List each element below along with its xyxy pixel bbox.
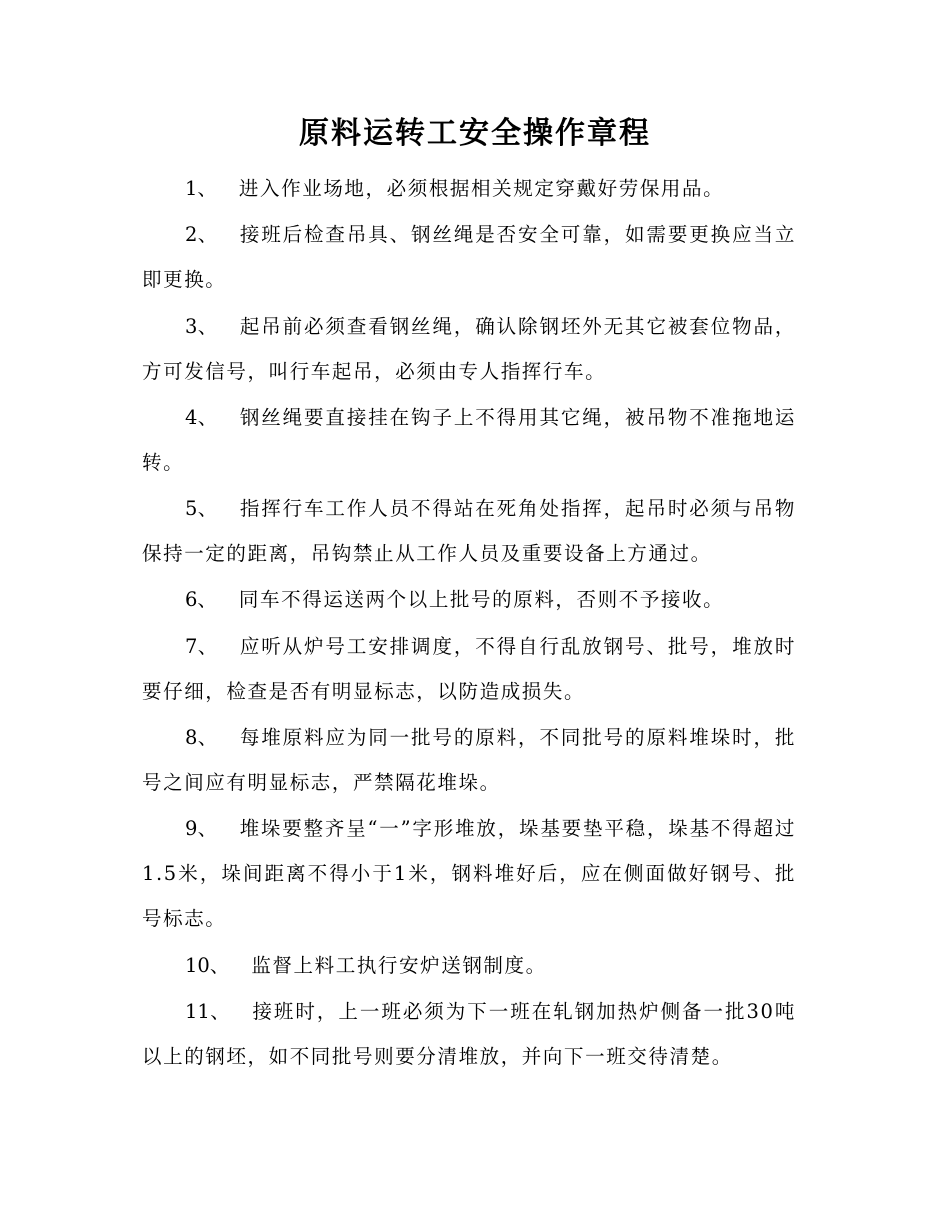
item-text: 每堆原料应为同一批号的原料，不同批号的原料堆垛时，批号之间应有明显标志，严禁隔花堆垛。 [142,726,796,795]
list-item [142,304,796,394]
list-item [142,577,796,622]
list-item [142,212,796,302]
list-item [142,166,796,211]
item-text: 接班时，上一班必须为下一班在轧钢加热炉侧备一批30吨以上的钢坯，如不同批号则要分清堆放，并向下一班交待清楚。 [142,999,796,1068]
item-number: 5、 [185,497,218,521]
item-text: 堆垛要整齐呈“一”字形堆放，垛基要垫平稳，垛基不得超过1.5米，垛间距离不得小于1米，钢料堆好后，应在侧面做好钢号、批号标志。 [142,817,796,931]
item-text: 起吊前必须查看钢丝绳，确认除钢坯外无其它被套位物品，方可发信号，叫行车起吊，必须由专人指挥行车。 [142,314,796,383]
list-item [142,395,796,485]
page-title: 原料运转工安全操作章程 [299,116,651,151]
list-item [142,806,796,941]
item-number: 2、 [185,223,218,247]
item-text: 同车不得运送两个以上批号的原料，否则不予接收。 [238,588,725,612]
item-text: 监督上料工执行安炉送钢制度。 [251,953,547,977]
item-number: 4、 [185,405,218,429]
list-item [142,624,796,714]
item-number: 8、 [185,726,218,750]
list-item [142,989,796,1079]
item-number: 11、 [185,999,231,1023]
item-number: 9、 [185,817,218,841]
item-text: 接班后检查吊具、钢丝绳是否安全可靠，如需要更换应当立即更换。 [142,223,796,292]
item-number: 7、 [185,634,218,658]
list-item [142,715,796,805]
list-item [142,486,796,576]
item-number: 10、 [185,953,230,977]
item-number: 3、 [185,314,218,338]
item-text: 应听从炉号工安排调度，不得自行乱放钢号、批号，堆放时要仔细，检查是否有明显标志，以防造成损失。 [142,634,796,703]
document-body [142,166,796,1080]
item-text: 钢丝绳要直接挂在钩子上不得用其它绳，被吊物不准拖地运转。 [142,405,796,474]
item-text: 进入作业场地，必须根据相关规定穿戴好劳保用品。 [238,177,725,200]
item-text: 指挥行车工作人员不得站在死角处指挥，起吊时必须与吊物保持一定的距离，吊钩禁止从工作人员及重要设备上方通过。 [142,497,796,566]
item-number: 1、 [185,177,217,200]
list-item [142,943,796,988]
item-number: 6、 [185,588,217,612]
